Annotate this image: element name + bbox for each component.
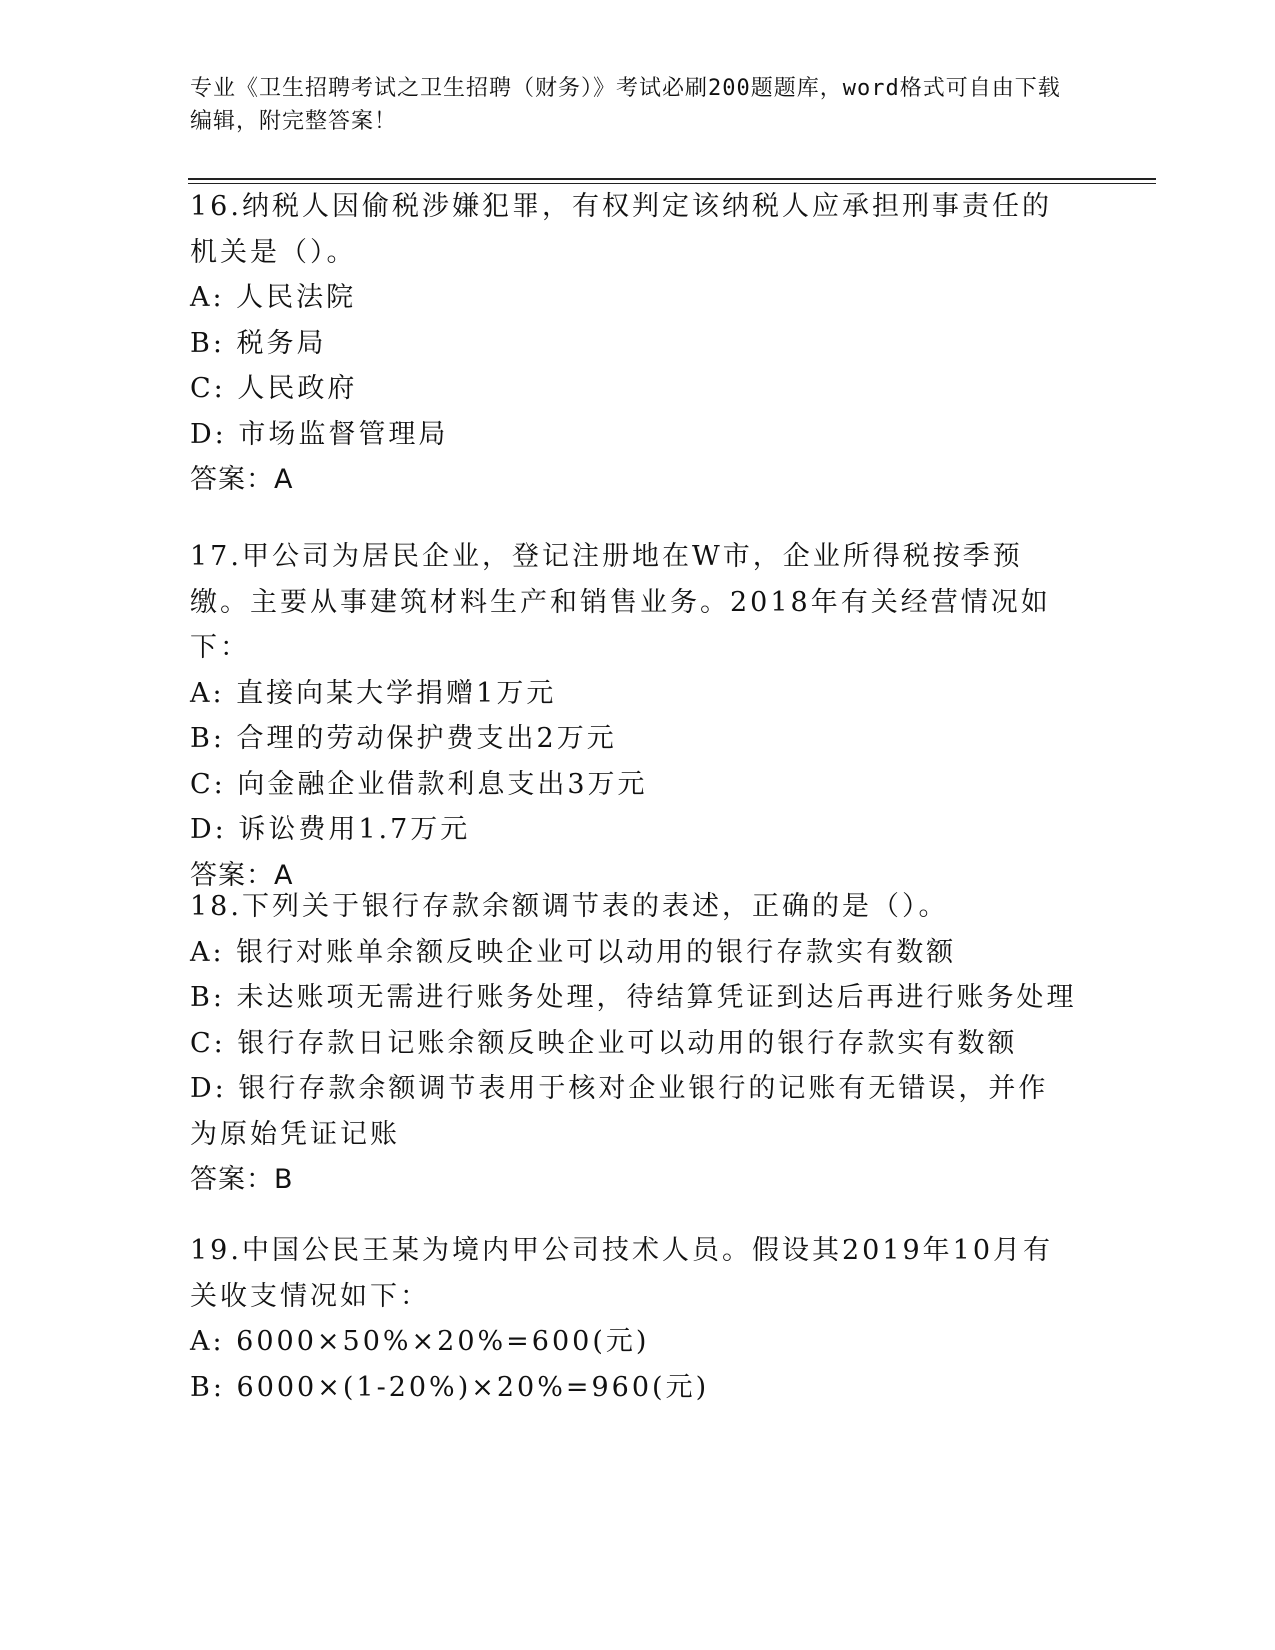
option-b: B: 合理的劳动保护费支出2万元 — [190, 723, 617, 754]
option-b: B: 6000×(1-20%)×20%=960(元) — [190, 1371, 710, 1403]
answer: 答案：A — [190, 464, 294, 495]
option-d: D: 诉讼费用1.7万元 — [190, 814, 471, 845]
question-stem: 17.甲公司为居民企业，登记注册地在W市，企业所得税按季预缴。主要从事建筑材料生产和销售业务。2018年有关经营情况如下： — [190, 541, 1051, 663]
question-19 — [190, 1228, 1070, 1410]
question-stem: 16.纳税人因偷税涉嫌犯罪，有权判定该纳税人应承担刑事责任的机关是（）。 — [190, 191, 1052, 268]
option-a: A: 直接向某大学捐赠1万元 — [190, 677, 557, 709]
question-17 — [190, 534, 1070, 898]
option-c: C: 银行存款日记账余额反映企业可以动用的银行存款实有数额 — [190, 1027, 1018, 1059]
option-b: B: 税务局 — [190, 327, 327, 359]
option-b: B: 未达账项无需进行账务处理，待结算凭证到达后再进行账务处理 — [190, 982, 1077, 1013]
answer: 答案：B — [190, 1164, 294, 1195]
question-stem: 18.下列关于银行存款余额调节表的表述，正确的是（）。 — [190, 891, 949, 922]
option-a: A: 6000×50%×20%=600(元) — [190, 1326, 650, 1357]
question-stem: 19.中国公民王某为境内甲公司技术人员。假设其2019年10月有关收支情况如下： — [190, 1235, 1054, 1312]
option-d: D: 市场监督管理局 — [190, 418, 449, 450]
option-c: C: 人民政府 — [190, 373, 358, 404]
header-text: 专业《卫生招聘考试之卫生招聘（财务）》考试必刷200题题库，word格式可自由下载编辑，附完整答案！ — [190, 76, 1061, 134]
question-18 — [190, 884, 1077, 1203]
option-a: A: 银行对账单余额反映企业可以动用的银行存款实有数额 — [190, 936, 957, 968]
option-a: A: 人民法院 — [190, 282, 357, 313]
option-c: C: 向金融企业借款利息支出3万元 — [190, 768, 648, 800]
header-divider-thick — [188, 178, 1156, 180]
question-16 — [190, 184, 1070, 503]
option-d: D: 银行存款余额调节表用于核对企业银行的记账有无错误，并作为原始凭证记账 — [190, 1073, 1049, 1150]
answer: 答案：A — [190, 859, 294, 891]
document-header — [190, 72, 1070, 138]
